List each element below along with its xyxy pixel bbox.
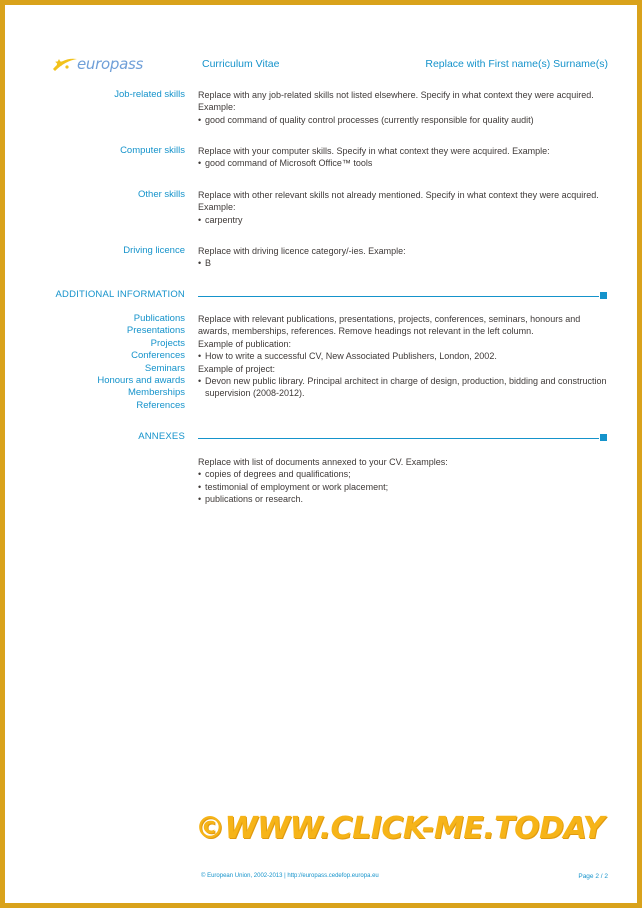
stars-logo-icon bbox=[51, 53, 79, 75]
label-publications: Publications bbox=[133, 313, 185, 324]
list-item: • carpentry bbox=[198, 214, 610, 226]
watermark: ©WWW.CLICK-ME.TODAY bbox=[195, 811, 604, 846]
section-divider bbox=[198, 438, 599, 439]
section-title: ANNEXES bbox=[138, 431, 185, 442]
annexes-bullets bbox=[198, 468, 610, 505]
section-header-annexes bbox=[5, 431, 637, 445]
annexes-content bbox=[198, 456, 610, 506]
publication-list bbox=[198, 350, 610, 362]
list-item: • good command of quality control processes (currently responsible for quality audit) bbox=[198, 114, 610, 126]
label-presentations: Presentations bbox=[126, 325, 185, 337]
project-example-label: Example of project: bbox=[198, 363, 276, 374]
skill-text: Replace with any job-related skills not listed elsewhere. Specify in what context they were acquired. Example: bbox=[198, 90, 594, 113]
section-marker bbox=[600, 434, 607, 441]
skill-content bbox=[198, 145, 610, 170]
skill-content bbox=[198, 245, 610, 270]
additional-labels bbox=[25, 313, 185, 412]
list-item: • testimonial of employment or work placement; bbox=[198, 481, 610, 493]
name-placeholder: Replace with First name(s) Surname(s) bbox=[425, 58, 608, 70]
skill-label: Other skills bbox=[138, 189, 185, 200]
additional-text: Replace with relevant publications, presentations, projects, conferences, seminars, honours and awards, memberships, references. Remove headings not relevant in the left column. bbox=[198, 314, 581, 337]
list-item: • B bbox=[198, 257, 610, 269]
list-item: • publications or research. bbox=[198, 493, 610, 505]
additional-content bbox=[198, 313, 610, 400]
skill-text: Replace with your computer skills. Specify in what context they were acquired. Example: bbox=[198, 146, 550, 156]
annexes-text: Replace with list of documents annexed to your CV. Examples: bbox=[198, 457, 448, 467]
europass-logo bbox=[51, 53, 143, 75]
section-marker bbox=[600, 292, 607, 299]
skill-content bbox=[198, 89, 610, 126]
skill-label: Computer skills bbox=[120, 145, 185, 156]
skill-label: Driving licence bbox=[123, 245, 185, 256]
skill-bullets bbox=[198, 114, 610, 126]
label-seminars: Seminars bbox=[144, 362, 185, 374]
label-honours: Honours and awards bbox=[97, 375, 185, 387]
skill-text: Replace with driving licence category/-ies. Example: bbox=[198, 246, 406, 256]
skill-bullets bbox=[198, 214, 610, 226]
skill-content bbox=[198, 189, 610, 226]
footer-page-number: Page 2 / 2 bbox=[578, 873, 608, 880]
skill-text: Replace with other relevant skills not already mentioned. Specify in what context they were acquired. Example: bbox=[198, 190, 599, 213]
label-conferences: Conferences bbox=[131, 350, 185, 362]
skill-bullets bbox=[198, 257, 610, 269]
label-references: References bbox=[136, 399, 185, 411]
skill-label: Job-related skills bbox=[114, 89, 185, 100]
skill-bullets bbox=[198, 157, 610, 169]
project-list bbox=[198, 375, 610, 400]
section-title: ADDITIONAL INFORMATION bbox=[55, 289, 185, 300]
footer-copyright: © European Union, 2002-2013 | http://europass.cedefop.europa.eu bbox=[201, 873, 379, 879]
label-memberships: Memberships bbox=[127, 387, 185, 399]
section-header-additional bbox=[5, 289, 637, 303]
list-item: • good command of Microsoft Office™ tools bbox=[198, 157, 610, 169]
list-item: • How to write a successful CV, New Associated Publishers, London, 2002. bbox=[198, 350, 610, 362]
label-projects: Projects bbox=[150, 337, 185, 349]
document-title: Curriculum Vitae bbox=[202, 58, 280, 70]
list-item: • copies of degrees and qualifications; bbox=[198, 468, 610, 480]
list-item: • Devon new public library. Principal architect in charge of design, production, bidding and construction supervision (2008-2012). bbox=[198, 375, 610, 400]
logo-text: europass bbox=[77, 55, 144, 73]
publication-example-label: Example of publication: bbox=[198, 338, 292, 349]
section-divider bbox=[198, 296, 599, 297]
